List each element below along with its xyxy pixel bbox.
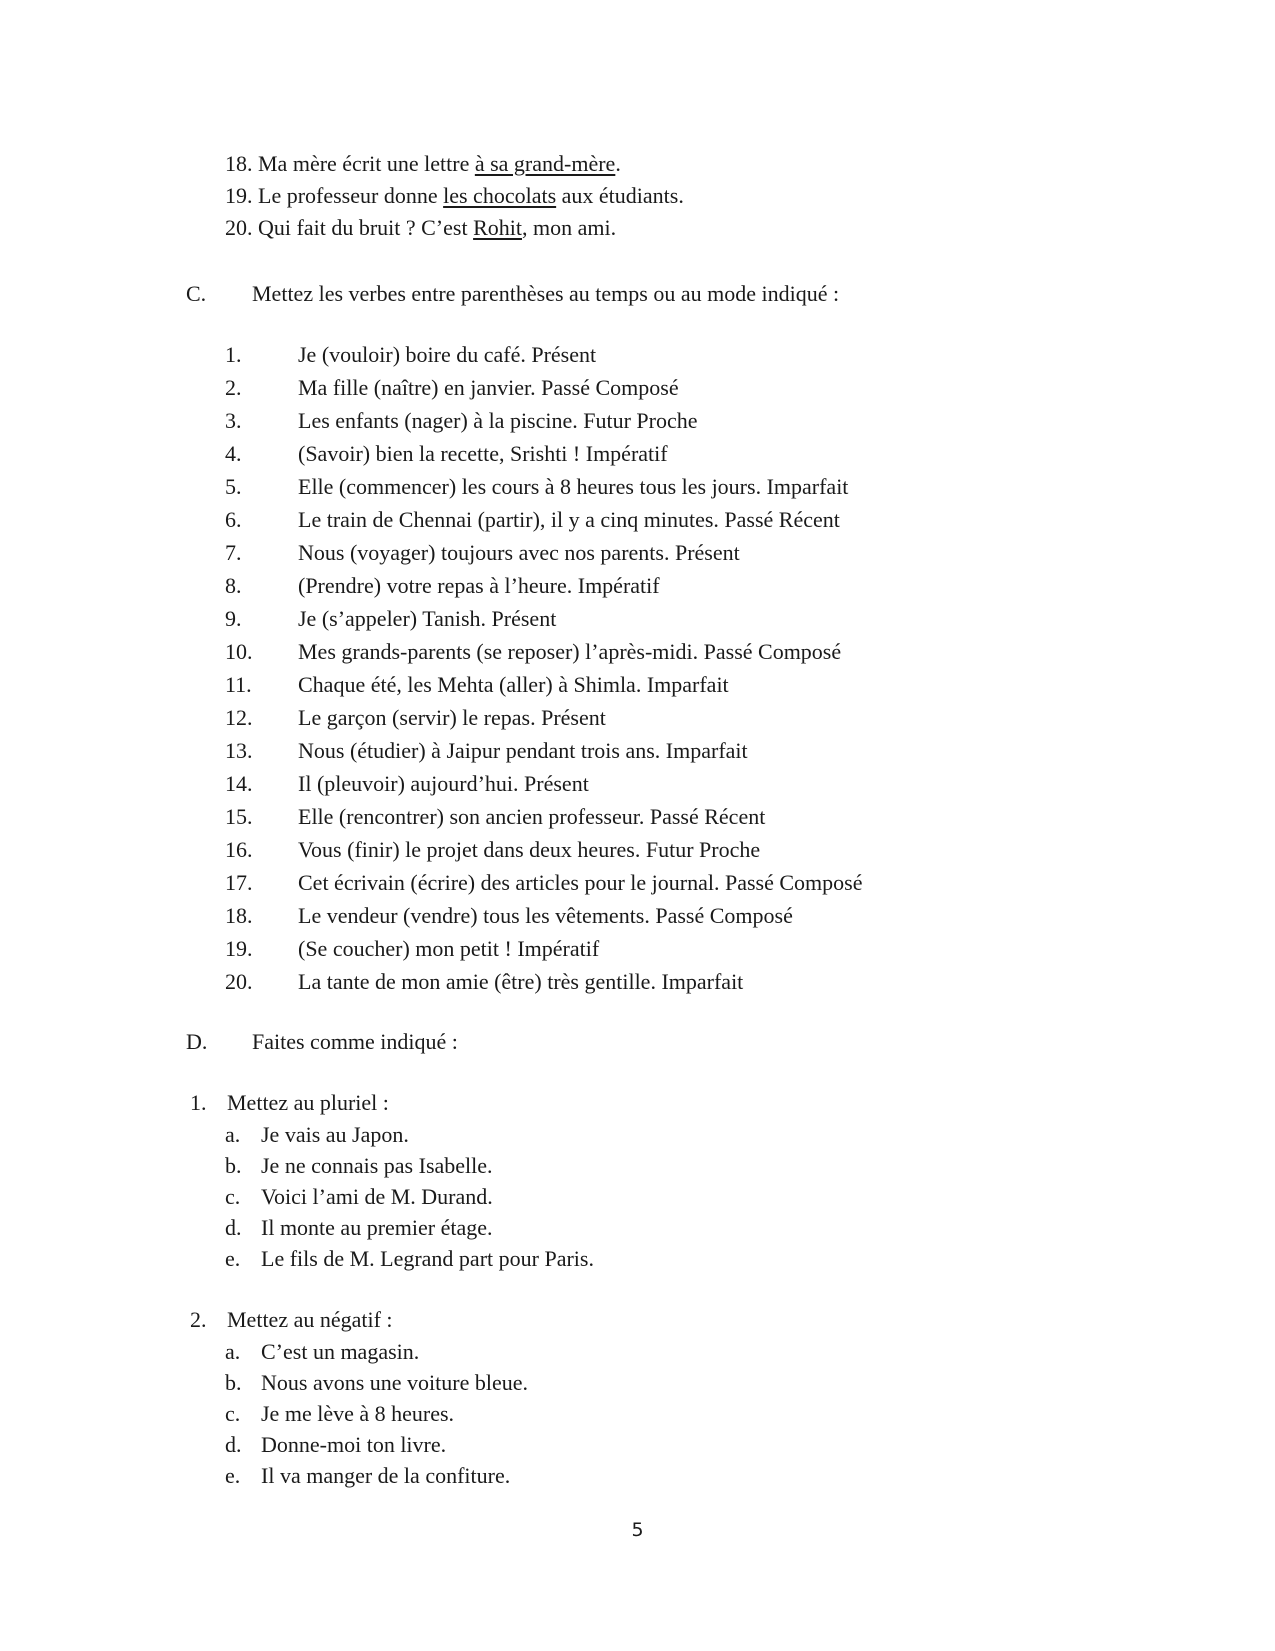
item-text: Je ne connais pas Isabelle. <box>261 1153 493 1178</box>
item-text: Nous (voyager) toujours avec nos parents. Présent <box>298 540 740 565</box>
item-text: Nous avons une voiture bleue. <box>261 1370 528 1395</box>
item-number: 6. <box>225 507 242 532</box>
item-letter: a. <box>225 1339 241 1364</box>
item-number: 3. <box>225 408 242 433</box>
item-text: Le fils de M. Legrand part pour Paris. <box>261 1246 594 1271</box>
item-letter: a. <box>225 1122 241 1147</box>
exercise-item <box>225 149 621 179</box>
item-number: 19. <box>225 183 253 208</box>
section-instruction: Mettez les verbes entre parenthèses au temps ou au mode indiqué : <box>252 281 840 306</box>
item-text: Voici l’ami de M. Durand. <box>261 1184 493 1209</box>
group-title: Mettez au pluriel : <box>227 1090 389 1115</box>
item-text: Nous (étudier) à Jaipur pendant trois ans. Imparfait <box>298 738 748 763</box>
item-text: Je (s’appeler) Tanish. Présent <box>298 606 557 631</box>
item-letter: c. <box>225 1184 241 1209</box>
page-number: 5 <box>631 1519 644 1541</box>
item-letter: b. <box>225 1153 242 1178</box>
item-letter: b. <box>225 1370 242 1395</box>
item-text: Elle (commencer) les cours à 8 heures tous les jours. Imparfait <box>298 474 849 499</box>
item-text: Ma fille (naître) en janvier. Passé Composé <box>298 375 679 400</box>
item-number: 2. <box>225 375 242 400</box>
item-text: Les enfants (nager) à la piscine. Futur Proche <box>298 408 698 433</box>
item-number: 7. <box>225 540 242 565</box>
item-number: 8. <box>225 573 242 598</box>
item-text-end: . <box>615 151 621 176</box>
item-number: 4. <box>225 441 242 466</box>
item-text: Le professeur donne <box>258 183 444 208</box>
section-letter: D. <box>186 1029 208 1054</box>
item-number: 13. <box>225 738 253 763</box>
item-letter: d. <box>225 1215 242 1240</box>
group-title: Mettez au négatif : <box>227 1307 393 1332</box>
item-number: 1. <box>225 342 242 367</box>
item-number: 16. <box>225 837 253 862</box>
section-instruction: Faites comme indiqué : <box>252 1029 458 1054</box>
item-text: Je (vouloir) boire du café. Présent <box>298 342 597 367</box>
underlined-phrase: les chocolats <box>443 183 557 208</box>
item-number: 5. <box>225 474 242 499</box>
item-text: (Savoir) bien la recette, Srishti ! Impératif <box>298 441 668 466</box>
item-number: 10. <box>225 639 253 664</box>
item-text: Qui fait du bruit ? C’est <box>258 215 474 240</box>
exercise-item <box>225 181 684 211</box>
item-letter: c. <box>225 1401 241 1426</box>
item-text: C’est un magasin. <box>261 1339 420 1364</box>
item-text: Il monte au premier étage. <box>261 1215 493 1240</box>
item-number: 15. <box>225 804 253 829</box>
group-number: 2. <box>190 1307 207 1332</box>
item-text: Il va manger de la confiture. <box>261 1463 511 1488</box>
item-letter: d. <box>225 1432 242 1457</box>
item-number: 18. <box>225 151 253 176</box>
item-text: Le vendeur (vendre) tous les vêtements. Passé Composé <box>298 903 793 928</box>
underlined-phrase: à sa grand-mère <box>474 151 616 176</box>
section-letter: C. <box>186 281 207 306</box>
exercise-item <box>225 213 616 243</box>
item-number: 20. <box>225 215 253 240</box>
group-number: 1. <box>190 1090 207 1115</box>
item-text: (Prendre) votre repas à l’heure. Impératif <box>298 573 660 598</box>
item-text: Chaque été, les Mehta (aller) à Shimla. Imparfait <box>298 672 729 697</box>
item-text: Le garçon (servir) le repas. Présent <box>298 705 606 730</box>
item-text-end: aux étudiants. <box>556 183 684 208</box>
item-number: 12. <box>225 705 253 730</box>
underlined-phrase: Rohit <box>473 215 522 240</box>
item-text: Il (pleuvoir) aujourd’hui. Présent <box>298 771 589 796</box>
item-number: 19. <box>225 936 253 961</box>
item-text: La tante de mon amie (être) très gentille. Imparfait <box>298 969 744 994</box>
item-number: 14. <box>225 771 253 796</box>
item-text: Le train de Chennai (partir), il y a cinq minutes. Passé Récent <box>298 507 840 532</box>
item-number: 20. <box>225 969 253 994</box>
item-text: Je vais au Japon. <box>261 1122 409 1147</box>
item-number: 9. <box>225 606 242 631</box>
item-text: Cet écrivain (écrire) des articles pour le journal. Passé Composé <box>298 870 863 895</box>
item-text: Donne-moi ton livre. <box>261 1432 447 1457</box>
item-text: Ma mère écrit une lettre <box>258 151 475 176</box>
item-text-end: , mon ami. <box>521 215 617 240</box>
item-text: Elle (rencontrer) son ancien professeur. Passé Récent <box>298 804 766 829</box>
item-number: 17. <box>225 870 253 895</box>
item-letter: e. <box>225 1463 241 1488</box>
item-text: Mes grands-parents (se reposer) l’après-midi. Passé Composé <box>298 639 842 664</box>
item-letter: e. <box>225 1246 241 1271</box>
item-number: 11. <box>225 672 252 697</box>
item-text: Vous (finir) le projet dans deux heures. Futur Proche <box>298 837 761 862</box>
item-number: 18. <box>225 903 253 928</box>
item-text: (Se coucher) mon petit ! Impératif <box>298 936 600 961</box>
item-text: Je me lève à 8 heures. <box>261 1401 455 1426</box>
